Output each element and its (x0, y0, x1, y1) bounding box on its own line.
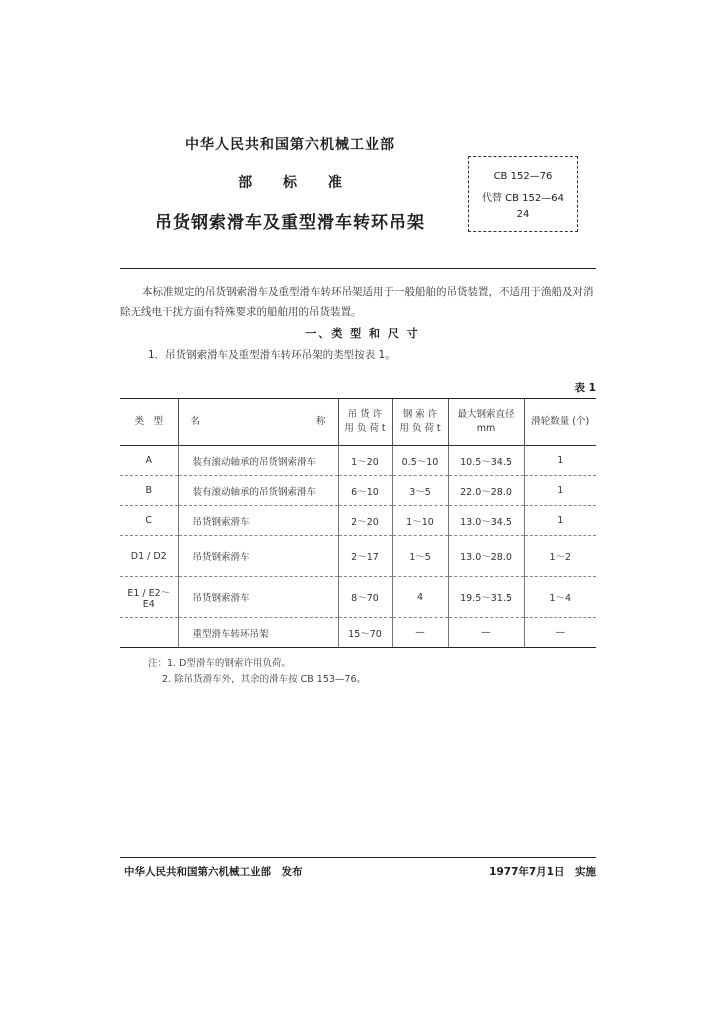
cell-diameter: 10.5～34.5 (448, 446, 524, 476)
header-type: 类 型 (120, 399, 178, 446)
cell-diameter: 13.0～34.5 (448, 506, 524, 536)
issuing-authority: 中华人民共和国第六机械工业部 (185, 137, 395, 153)
cell-sheaves: — (524, 618, 596, 648)
cell-sheaves: 1～4 (524, 577, 596, 618)
cell-diameter: 13.0～28.0 (448, 536, 524, 577)
header-divider (120, 268, 596, 269)
page-number: 24 (516, 209, 530, 220)
cell-load: 2～17 (338, 536, 392, 577)
cell-sheaves: 1～2 (524, 536, 596, 577)
standard-code-box (468, 156, 578, 232)
publisher-line: 中华人民共和国第六机械工业部 发布 (124, 866, 303, 878)
header-load: 吊 货 许 用 负 荷 t (338, 399, 392, 446)
header-sheaves: 滑轮数量 (个) (524, 399, 596, 446)
section-heading: 一、类 型 和 尺 寸 (305, 327, 420, 340)
header-diameter: 最大钢索直径 mm (448, 399, 524, 446)
cell-rope: 1～5 (392, 536, 448, 577)
cell-rope: 4 (392, 577, 448, 618)
cell-sheaves: 1 (524, 506, 596, 536)
clause-1: 1．吊货钢索滑车及重型滑车转环吊架的类型按表 1。 (148, 349, 396, 361)
note-2: 2. 除吊货滑车外，其余的滑车按 CB 153—76。 (162, 674, 366, 685)
replaced-standard: 代替 CB 152—64 (481, 193, 564, 204)
table-row (120, 536, 596, 577)
table-row (120, 577, 596, 618)
cell-diameter: 22.0～28.0 (448, 476, 524, 506)
header-name (178, 399, 338, 446)
header-name-left: 名 (190, 416, 201, 427)
cell-type: B (120, 476, 178, 506)
cell-rope: 1～10 (392, 506, 448, 536)
cell-type: C (120, 506, 178, 536)
type-table (120, 398, 596, 648)
cell-rope: — (392, 618, 448, 648)
table-row (120, 506, 596, 536)
cell-sheaves: 1 (524, 446, 596, 476)
cell-type: E1 / E2～E4 (120, 577, 178, 618)
table-row (120, 618, 596, 648)
table-notes (148, 656, 366, 688)
table-row (120, 476, 596, 506)
cell-rope: 3～5 (392, 476, 448, 506)
cell-name: 装有滚动轴承的吊货钢索滑车 (178, 476, 338, 506)
cell-name: 吊货钢索滑车 (178, 577, 338, 618)
standard-code: CB 152—76 (493, 171, 553, 182)
footer-divider (120, 857, 596, 858)
cell-type: A (120, 446, 178, 476)
cell-load: 15～70 (338, 618, 392, 648)
cell-diameter: — (448, 618, 524, 648)
effective-date: 1977年7月1日 实施 (489, 866, 596, 878)
table-header-row (120, 399, 596, 446)
cell-load: 8～70 (338, 577, 392, 618)
table-label: 表 1 (574, 382, 596, 394)
table-row (120, 446, 596, 476)
document-title: 吊货钢索滑车及重型滑车转环吊架 (155, 213, 425, 233)
header-rope: 钢 索 许 用 负 荷 t (392, 399, 448, 446)
scope-paragraph: 本标准规定的吊货钢索滑车及重型滑车转环吊架适用于一般船舶的吊货装置，不适用于渔船及对消除无线电干扰方面有特殊要求的船舶用的吊货装置。 (120, 286, 594, 318)
cell-sheaves: 1 (524, 476, 596, 506)
cell-name: 装有滚动轴承的吊货钢索滑车 (178, 446, 338, 476)
cell-load: 6～10 (338, 476, 392, 506)
cell-diameter: 19.5～31.5 (448, 577, 524, 618)
cell-type: D1 / D2 (120, 536, 178, 577)
header-name-right: 称 (315, 416, 326, 427)
cell-rope: 0.5～10 (392, 446, 448, 476)
cell-name: 吊货钢索滑车 (178, 506, 338, 536)
note-1: 注：1. D型滑车的钢索许用负荷。 (148, 658, 291, 669)
cell-type (120, 618, 178, 648)
standard-kind: 部 标 准 (238, 175, 342, 191)
cell-load: 2～20 (338, 506, 392, 536)
cell-load: 1～20 (338, 446, 392, 476)
cell-name: 吊货钢索滑车 (178, 536, 338, 577)
cell-name: 重型滑车转环吊架 (178, 618, 338, 648)
